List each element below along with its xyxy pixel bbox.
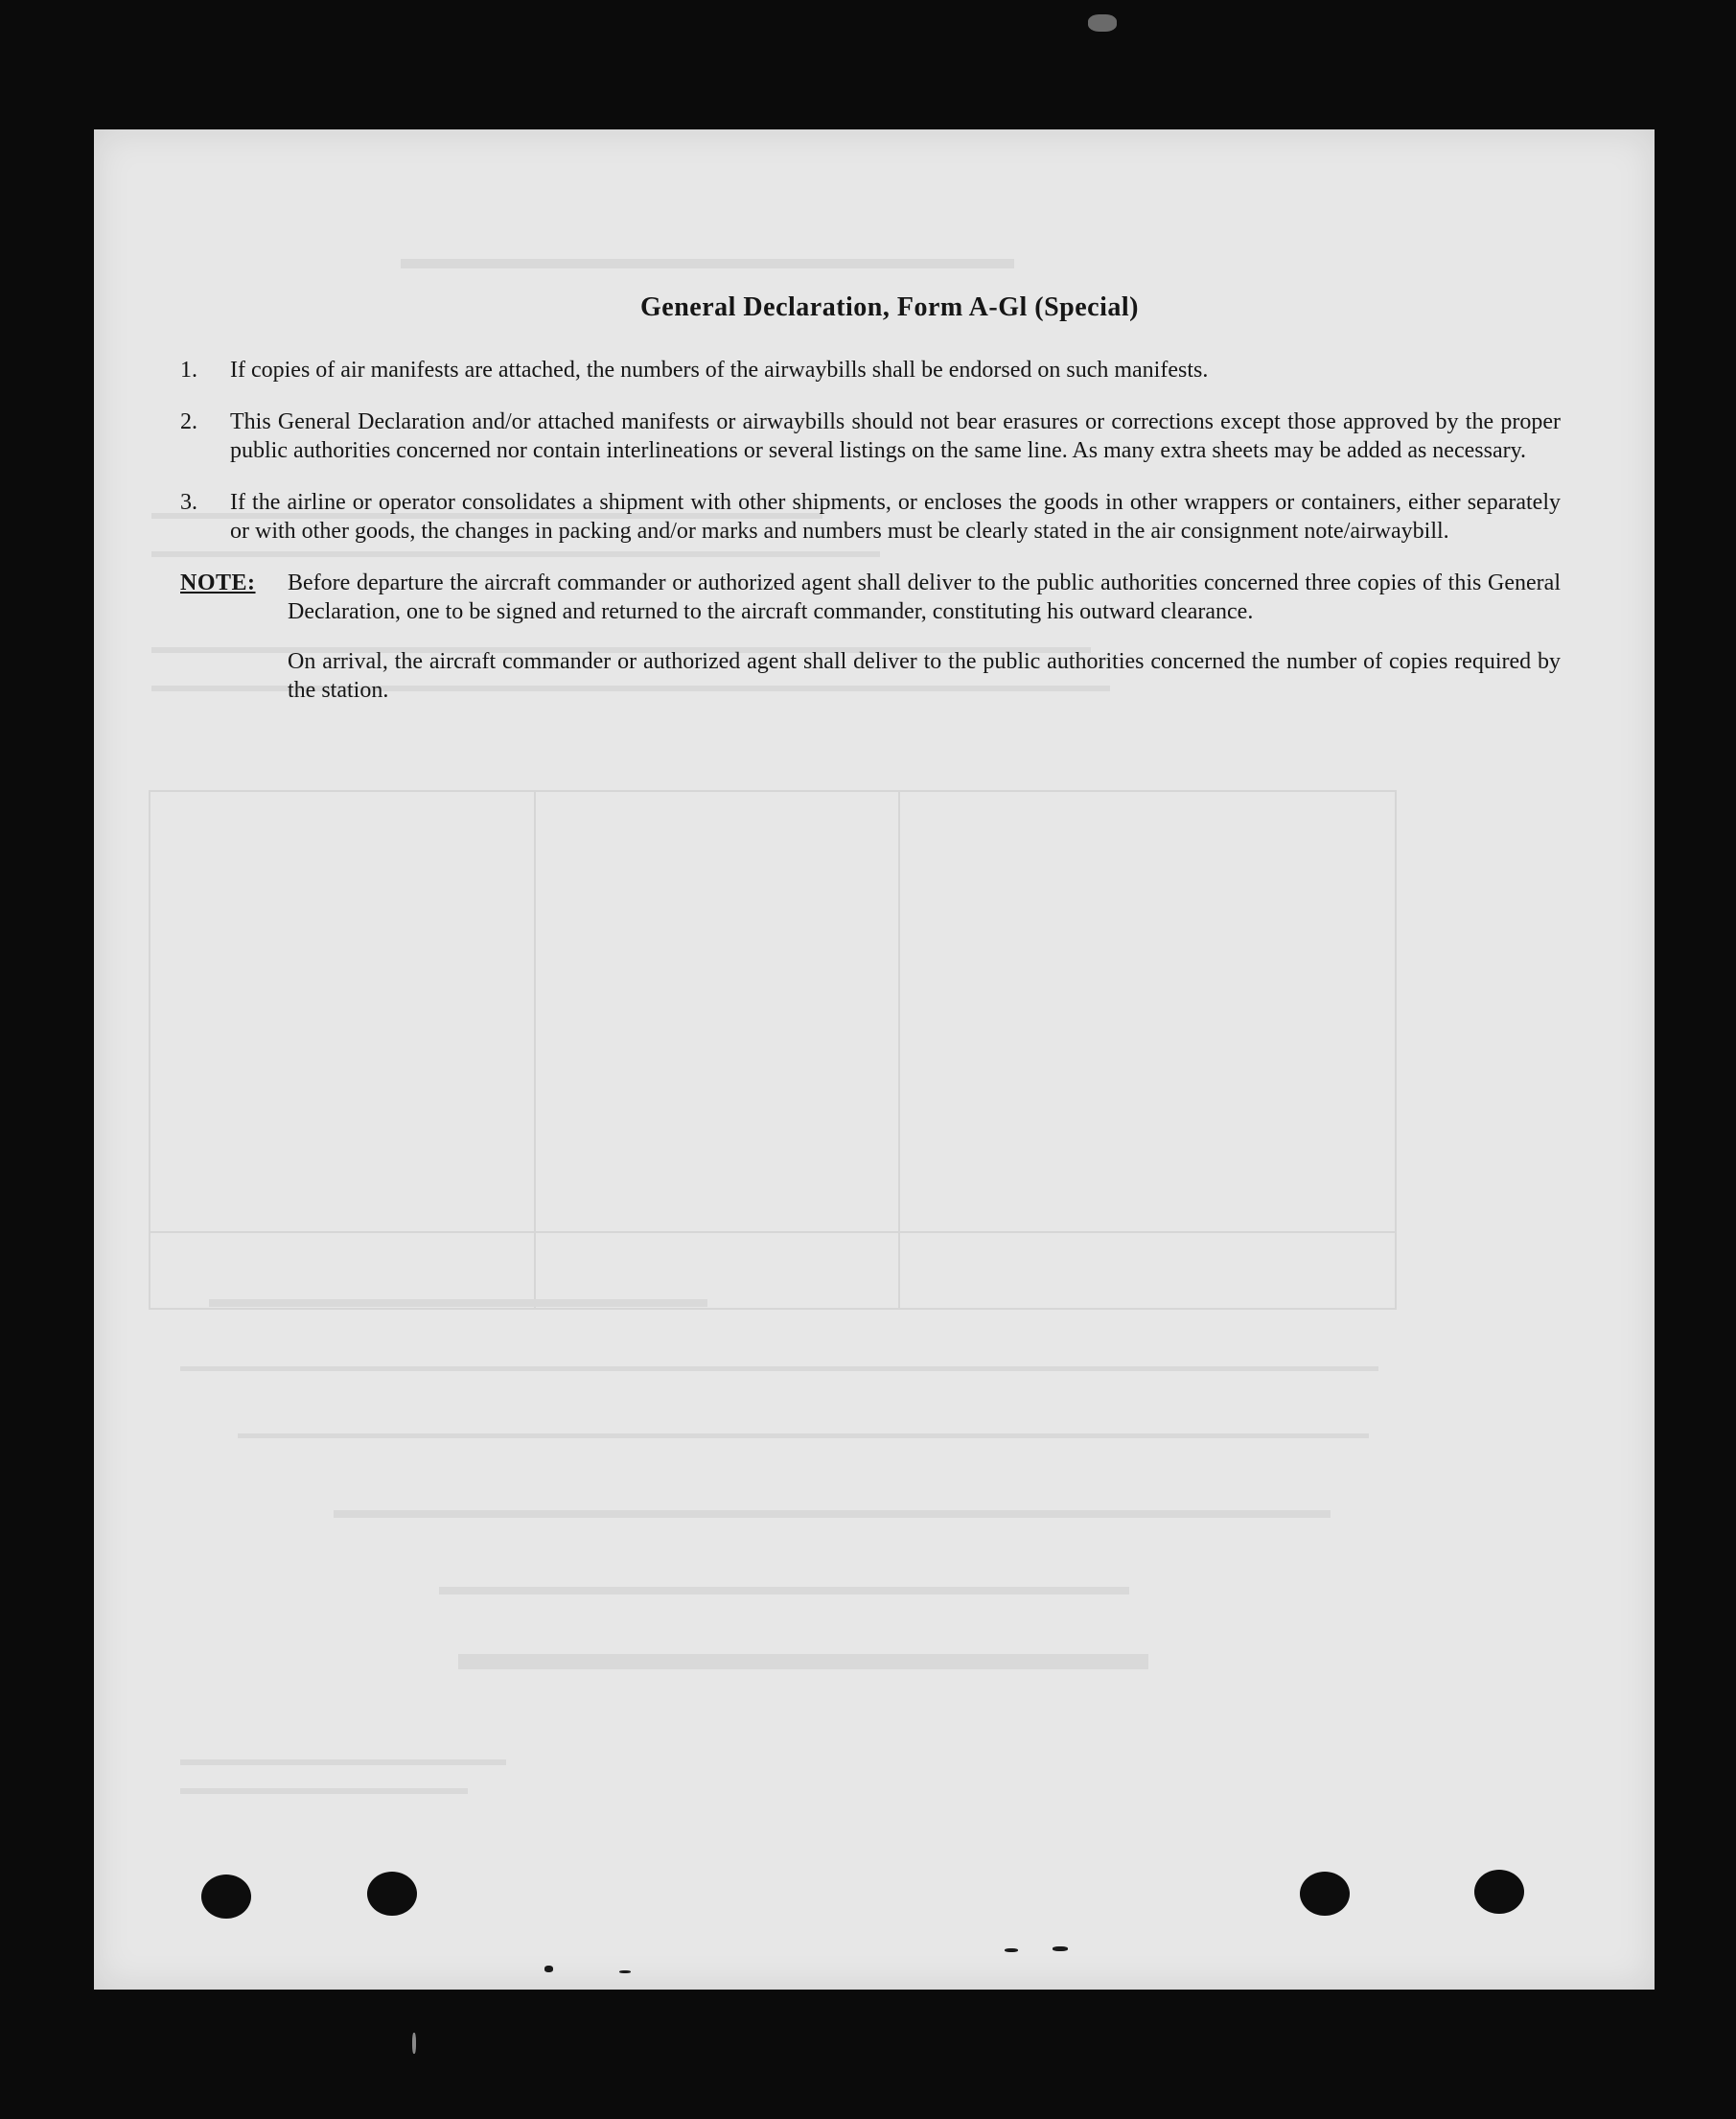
page-title: General Declaration, Form A-Gl (Special)	[640, 292, 1139, 322]
punch-hole-left-inner	[367, 1872, 417, 1916]
dust-speck	[1053, 1946, 1068, 1951]
note-paragraph-arrival: On arrival, the aircraft commander or authorized agent shall deliver to the public authorities concerned the number of copies required by the station.	[288, 649, 1561, 703]
item-number: 2.	[180, 409, 197, 434]
punch-hole-right-inner	[1300, 1872, 1350, 1916]
item-number: 3.	[180, 490, 197, 515]
document-page	[94, 129, 1655, 1990]
dust-speck	[1005, 1948, 1018, 1952]
instruction-item-2	[180, 408, 1561, 465]
item-text: If the airline or operator consolidates a shipment with other shipments, or encloses the goods in other wrappers or containers, either separately or with other goods, the changes in packing and/or marks and numbers must be clearly stated in the air consignment note/airwaybill.	[230, 490, 1561, 544]
note-section	[180, 569, 1561, 726]
dust-speck	[619, 1970, 631, 1973]
item-text: If copies of air manifests are attached, the numbers of the airwaybills shall be endorsed on such manifests.	[230, 358, 1209, 383]
dust-speck	[544, 1966, 553, 1972]
dust-speck	[412, 2033, 416, 2054]
punch-hole-left-outer	[201, 1874, 251, 1919]
dust-speck	[1088, 14, 1117, 32]
note-body	[288, 569, 1561, 726]
punch-hole-right-outer	[1474, 1870, 1524, 1914]
instruction-item-3	[180, 488, 1561, 546]
item-number: 1.	[180, 358, 197, 383]
note-label: NOTE:	[180, 570, 256, 595]
instruction-item-1	[180, 356, 1561, 384]
item-text: This General Declaration and/or attached manifests or airwaybills should not bear erasures or corrections except those approved by the proper public authorities concerned nor contain interlineations or several listings on the same line. As many extra sheets may be added as necessary.	[230, 409, 1561, 463]
note-paragraph-departure: Before departure the aircraft commander or authorized agent shall deliver to the public authorities concerned three copies of this General Declaration, one to be signed and returned to the aircraft commander, constituting his outward clearance.	[288, 570, 1561, 624]
declaration-instructions	[180, 292, 1561, 747]
